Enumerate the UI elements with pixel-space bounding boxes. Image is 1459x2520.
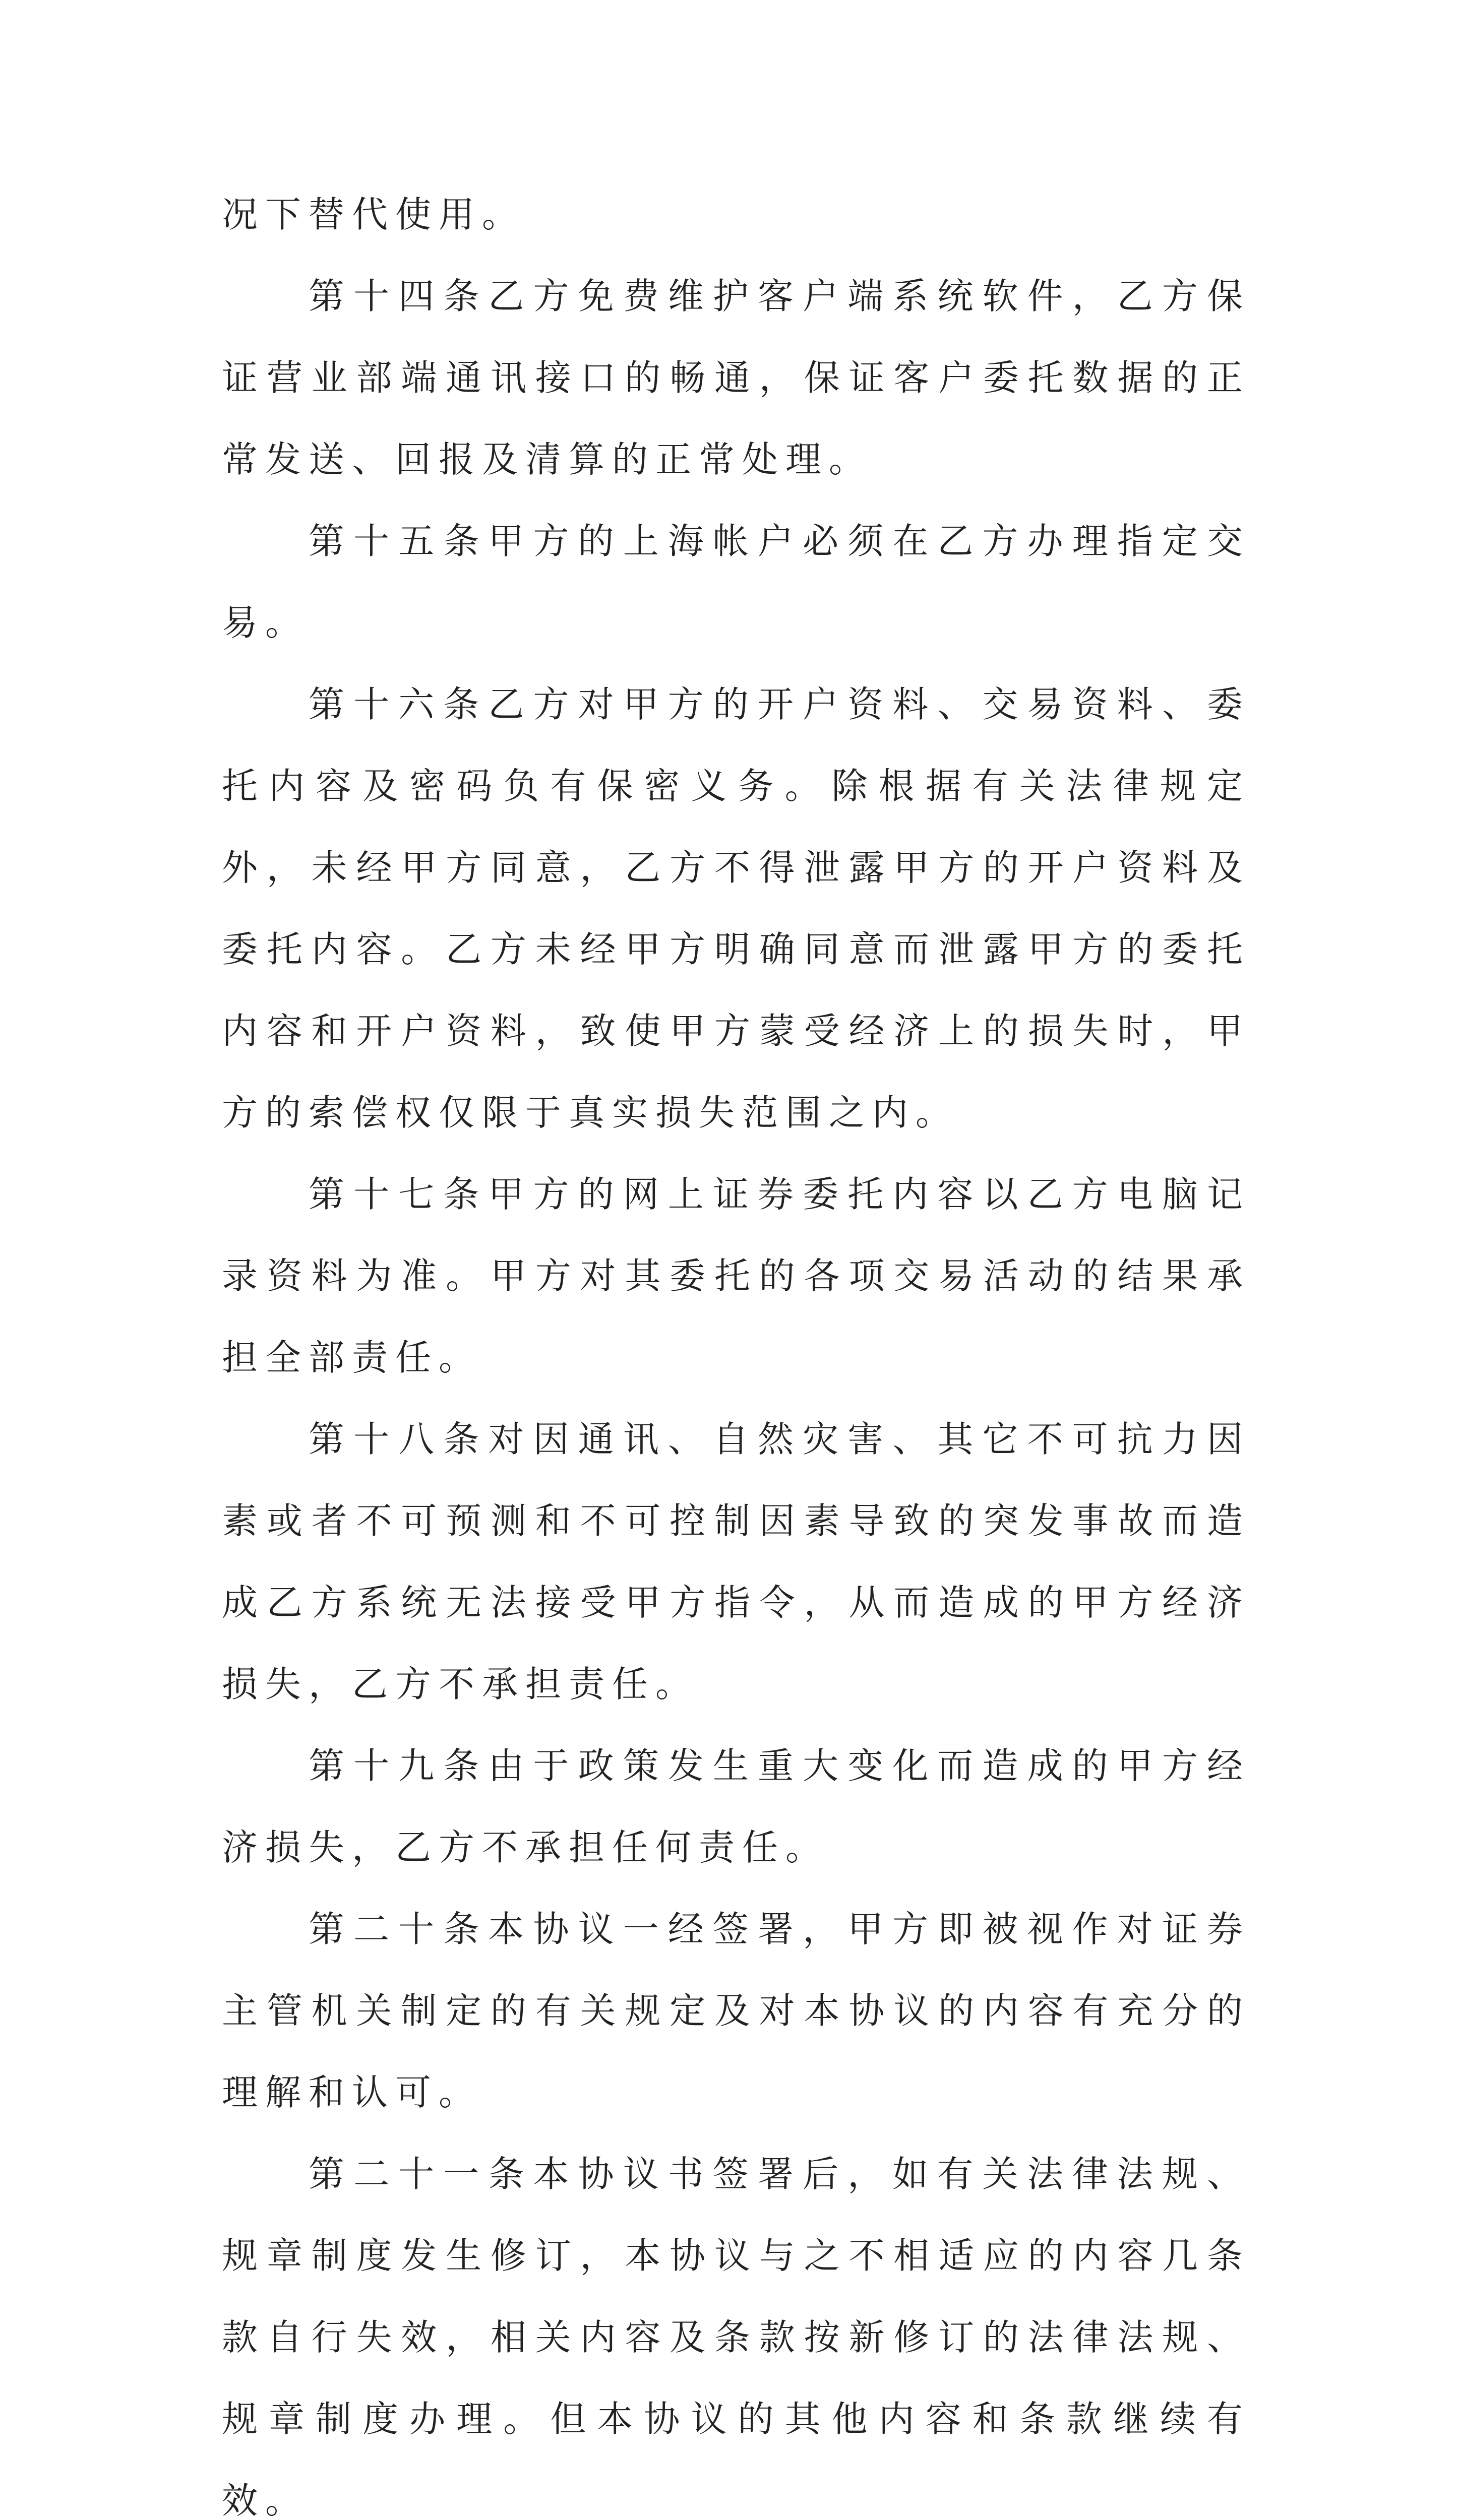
paragraph-article-14: 第十四条乙方免费维护客户端系统软件，乙方保证营业部端通讯接口的畅通，保证客户委托数据的正常发送、回报及清算的正常处理。 (222, 275, 1250, 480)
paragraph-article-17: 第十七条甲方的网上证券委托内容以乙方电脑记录资料为准。甲方对其委托的各项交易活动的结果承担全部责任。 (222, 1173, 1250, 1378)
paragraph-article-18: 第十八条对因通讯、自然灾害、其它不可抗力因素或者不可预测和不可控制因素导致的突发事故而造成乙方系统无法接受甲方指令，从而造成的甲方经济损失，乙方不承担责任。 (222, 1418, 1250, 1705)
paragraph-article-16: 第十六条乙方对甲方的开户资料、交易资料、委托内容及密码负有保密义务。除根据有关法律规定外，未经甲方同意，乙方不得泄露甲方的开户资料及委托内容。乙方未经甲方明确同意而泄露甲方的委托内容和开户资料，致使甲方蒙受经济上的损失时，甲方的索偿权仅限于真实损失范围之内。 (222, 683, 1250, 1133)
paragraph-article-20: 第二十条本协议一经签署，甲方即被视作对证券主管机关制定的有关规定及对本协议的内容有充分的理解和认可。 (222, 1908, 1250, 2113)
paragraph-article-21: 第二十一条本协议书签署后，如有关法律法规、规章制度发生修订，本协议与之不相适应的内容几条款自行失效，相关内容及条款按新修订的法律法规、规章制度办理。但本协议的其他内容和条款继续有效。 (222, 2153, 1250, 2520)
document-body (222, 174, 1250, 2520)
paragraph-article-19: 第十九条由于政策发生重大变化而造成的甲方经济损失，乙方不承担任何责任。 (222, 1745, 1250, 1868)
paragraph-article-15: 第十五条甲方的上海帐户必须在乙方办理指定交易。 (222, 520, 1250, 644)
paragraph-continuation: 况下替代使用。 (222, 194, 526, 235)
